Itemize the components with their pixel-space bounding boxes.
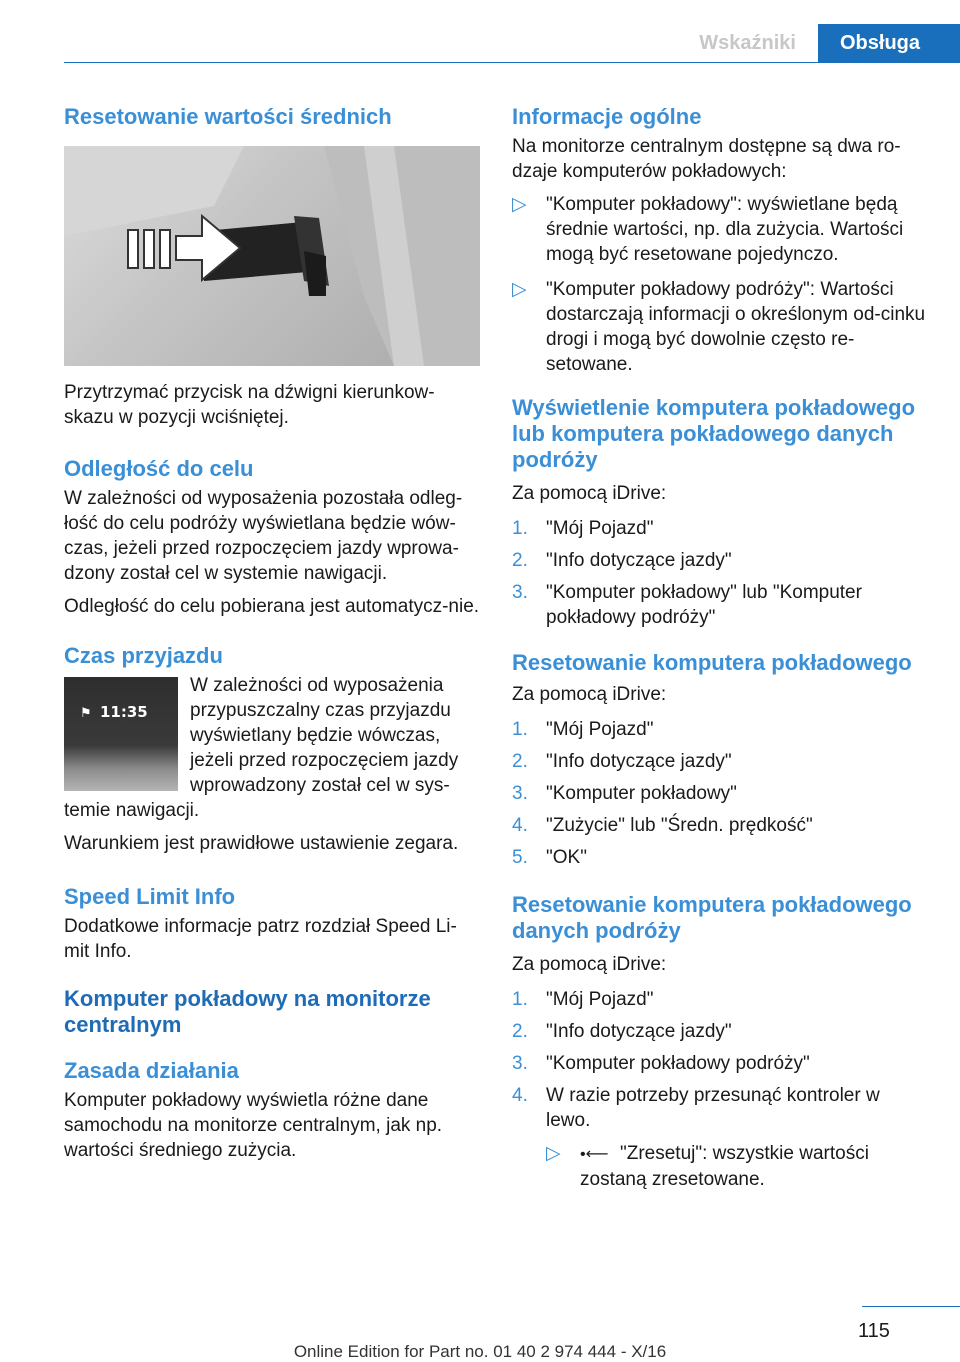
tab-obsluga[interactable]: Obsługa: [818, 24, 960, 62]
turn-signal-lever-photo: [64, 146, 480, 366]
distance-text-2: Odległość do celu pobierana jest automatycz-nie.: [64, 596, 480, 617]
list-item: 1. "Mój Pojazd": [512, 719, 654, 740]
footer-rule: [862, 1306, 960, 1307]
list-item: ▷ "Komputer pokładowy podróży": Wartości dostarczają informacji o określonym od-cinku drogi i mogą być dowolnie często re-setowane.: [512, 279, 926, 375]
heading-display-computer: Wyświetlenie komputera pokładowego lub komputera pokładowego danych podróży: [512, 395, 916, 472]
hold-button-text: Przytrzymać przycisk na dźwigni kierunkow-skazu w pozycji wciśniętej.: [64, 382, 435, 428]
triangle-bullet-icon: ▷: [546, 1143, 561, 1164]
arrival-text: W zależności od wyposażenia przypuszczalny czas przyjazdu wyświetlany będzie wówczas, jeżeli przed rozpoczęciem jazdy wprowadzony został cel w sys-temie nawigacji.: [64, 675, 459, 821]
idrive-text-1: Za pomocą iDrive:: [512, 483, 667, 504]
reset-arrow-icon: •⟵: [580, 1146, 609, 1163]
heading-general: Informacje ogólne: [512, 104, 702, 129]
list-item: 3. "Komputer pokładowy": [512, 783, 737, 804]
header-rule: [64, 62, 960, 63]
heading-arrival: Czas przyjazdu: [64, 643, 223, 668]
arrival-time-value: 11:35: [100, 703, 148, 721]
clock-requirement-text: Warunkiem jest prawidłowe ustawienie zegara.: [64, 833, 459, 854]
page-number: 115: [858, 1320, 890, 1342]
left-column: [64, 100, 480, 1163]
list-item: 3. "Komputer pokładowy" lub "Komputer pokładowy podróży": [512, 582, 862, 628]
heading-principle: Zasada działania: [64, 1058, 239, 1083]
online-edition-text: Online Edition for Part no. 01 40 2 974 444 - X/16: [293, 1342, 667, 1361]
list-item: 2. "Info dotyczące jazdy": [512, 751, 732, 772]
list-item: 2. "Info dotyczące jazdy": [512, 550, 732, 571]
list-item: 4. "Zużycie" lub "Średn. prędkość": [512, 815, 813, 836]
list-item: 1. "Mój Pojazd": [512, 989, 654, 1010]
heading-reset-averages: Resetowanie wartości średnich: [64, 104, 392, 129]
distance-text-1: W zależności od wyposażenia pozostała odleg-łość do celu podróży wyświetlana będzie wów-czas, jeżeli przed rozpoczęciem jazdy wprowa-dzony został cel w systemie nawigacji.: [64, 488, 463, 584]
list-item: ▷ "Komputer pokładowy": wyświetlane będą średnie wartości, np. dla zużycia. Wartości mogą być resetowane pojedynczo.: [512, 194, 904, 265]
heading-reset-board-computer: Resetowanie komputera pokładowego: [512, 650, 912, 675]
list-item: 2. "Info dotyczące jazdy": [512, 1021, 732, 1042]
speed-limit-text: Dodatkowe informacje patrz rozdział Speed Li-mit Info.: [64, 916, 457, 962]
triangle-bullet-icon: ▷: [512, 279, 527, 300]
heading-board-computer: Komputer pokładowy na monitorze centralnym: [64, 986, 431, 1037]
list-item: 4. W razie potrzeby przesunąć kontroler w lewo.: [512, 1085, 880, 1131]
arrival-time-display: [64, 677, 178, 791]
list-item: 5. "OK": [512, 847, 587, 868]
display-steps: [512, 516, 928, 630]
principle-text: Komputer pokładowy wyświetla różne dane samochodu na monitorze centralnym, jak np. wartości średniego zużycia.: [64, 1090, 443, 1161]
reset-steps: [512, 717, 928, 870]
heading-reset-trip-computer: Resetowanie komputera pokładowego danych podróży: [512, 892, 912, 943]
idrive-text-2: Za pomocą iDrive:: [512, 684, 667, 705]
section-tabs: [677, 24, 960, 62]
lever-illustration: [64, 146, 480, 366]
heading-speed-limit: Speed Limit Info: [64, 884, 236, 909]
trip-substep: ▷ •⟵ "Zresetuj": wszystkie wartości zostaną zresetowane.: [546, 1143, 869, 1190]
list-item: 3. "Komputer pokładowy podróży": [512, 1053, 810, 1074]
triangle-bullet-icon: ▷: [512, 194, 527, 215]
right-column: [512, 100, 928, 1192]
destination-flag-icon: ⚑: [80, 705, 92, 720]
heading-distance: Odległość do celu: [64, 456, 254, 481]
arrival-block: [64, 673, 480, 823]
list-item: 1. "Mój Pojazd": [512, 518, 654, 539]
idrive-text-3: Za pomocą iDrive:: [512, 954, 667, 975]
trip-steps: [512, 987, 928, 1133]
general-list: [512, 192, 928, 377]
general-text: Na monitorze centralnym dostępne są dwa ro-dzaje komputerów pokładowych:: [512, 136, 901, 182]
tab-wskazniki[interactable]: Wskaźniki: [677, 24, 818, 62]
